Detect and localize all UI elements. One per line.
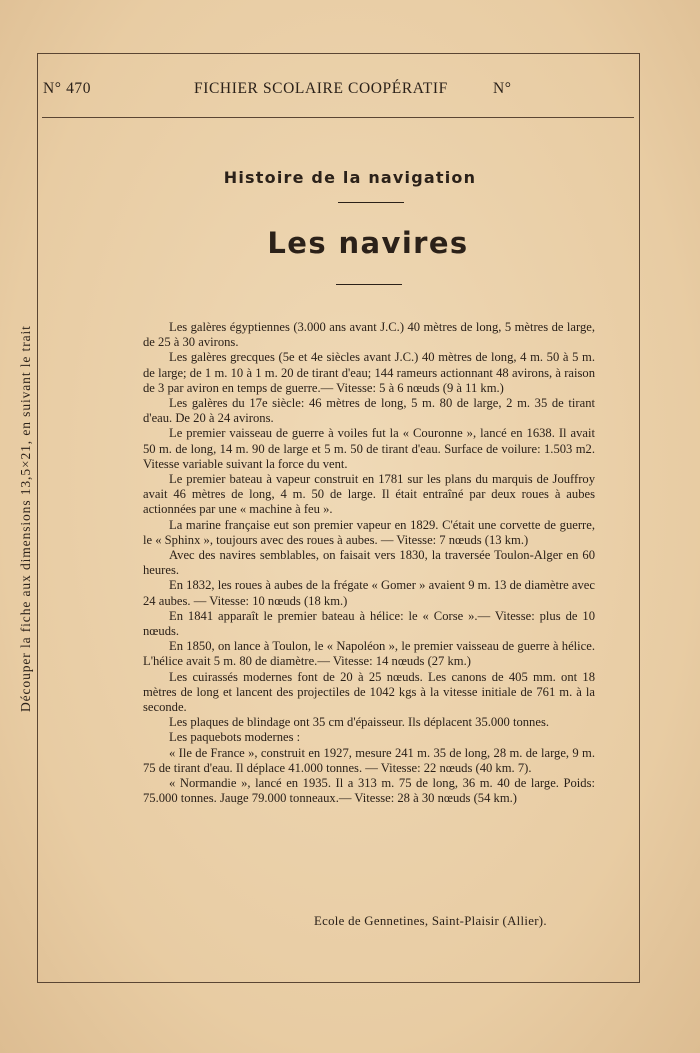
collection-title: FICHIER SCOLAIRE COOPÉRATIF xyxy=(194,80,448,97)
page-title: Les navires xyxy=(267,226,469,260)
paragraph: Les galères égyptiennes (3.000 ans avant J.C.) 40 mètres de long, 5 mètres de large, de 25 à 30 avirons. xyxy=(143,320,595,350)
article-body xyxy=(143,320,595,807)
paragraph: Le premier bateau à vapeur construit en 1781 sur les plans du marquis de Jouffroy avait 46 mètres de long, 4 m. 50 de large. Il était entraîné par deux roues à aubes actionnées par une « machine à feu ». xyxy=(143,472,595,517)
paragraph: Les galères du 17e siècle: 46 mètres de long, 5 m. 80 de large, 2 m. 35 de tirant d'eau. De 20 à 24 avirons. xyxy=(143,396,595,426)
subtitle-divider xyxy=(338,202,404,203)
paragraph: Les cuirassés modernes font de 20 à 25 nœuds. Les canons de 405 mm. ont 18 mètres de long et lancent des projectiles de 1042 kgs à la vitesse initiale de 761 m. à la seconde. xyxy=(143,669,595,715)
paragraph: En 1832, les roues à aubes de la frégate « Gomer » avaient 9 m. 13 de diamètre avec 24 aubes. — Vitesse: 10 nœuds (18 km.) xyxy=(143,578,595,608)
paragraph: « Normandie », lancé en 1935. Il a 313 m. 75 de long, 36 m. 40 de large. Poids: 75.000 tonnes. Jauge 79.000 tonneaux.— Vitesse: 28 à 30 nœuds (54 km.) xyxy=(143,776,595,806)
number-label: N° xyxy=(493,80,512,97)
paragraph: Les paquebots modernes : xyxy=(169,730,301,745)
card-header xyxy=(43,80,633,100)
paragraph: Avec des navires semblables, on faisait vers 1830, la traversée Toulon-Alger en 60 heures. xyxy=(143,548,595,578)
paragraph: Les plaques de blindage ont 35 cm d'épaisseur. Ils déplacent 35.000 tonnes. xyxy=(169,715,549,730)
paragraph: En 1850, on lance à Toulon, le « Napoléon », le premier vaisseau de guerre à hélice. L'hélice avait 5 m. 80 de diamètre.— Vitesse: 14 nœuds (27 km.) xyxy=(143,639,595,669)
paragraph: La marine française eut son premier vapeur en 1829. C'était une corvette de guerre, le « Sphinx », toujours avec des roues à aubes. — Vitesse: 7 nœuds (13 km.) xyxy=(143,517,595,547)
page-subtitle: Histoire de la navigation xyxy=(223,168,477,187)
author-signature: Ecole de Gennetines, Saint-Plaisir (Allier). xyxy=(314,914,547,928)
title-divider xyxy=(336,284,402,285)
card-number: N° 470 xyxy=(43,80,92,97)
paragraph: Le premier vaisseau de guerre à voiles fut la « Couronne », lancé en 1638. Il avait 50 m. de long, 14 m. 90 de large et 5 m. 50 de tirant d'eau. Surface de voilure: 1.503 m2. Vitesse variable suivant la force du vent. xyxy=(143,426,595,471)
paragraph: En 1841 apparaît le premier bateau à hélice: le « Corse ».— Vitesse: plus de 10 nœuds. xyxy=(143,608,595,639)
cutting-instruction: Découper la fiche aux dimensions 13,5×21, en suivant le trait xyxy=(18,325,33,712)
header-divider xyxy=(42,117,634,118)
paragraph: Les galères grecques (5e et 4e siècles avant J.C.) 40 mètres de long, 4 m. 50 à 5 m. de large; de 1 m. 10 à 1 m. 20 de tirant d'eau; 144 rameurs actionnant 48 avirons, à raison de 3 par aviron en temps de guerre.— Vitesse: 5 à 6 nœuds (9 à 11 km.) xyxy=(143,350,595,395)
paragraph: « Ile de France », construit en 1927, mesure 241 m. 35 de long, 28 m. de large, 9 m. 75 de tirant d'eau. Il déplace 41.000 tonnes. — Vitesse: 22 nœuds (40 km. 7). xyxy=(143,745,595,775)
